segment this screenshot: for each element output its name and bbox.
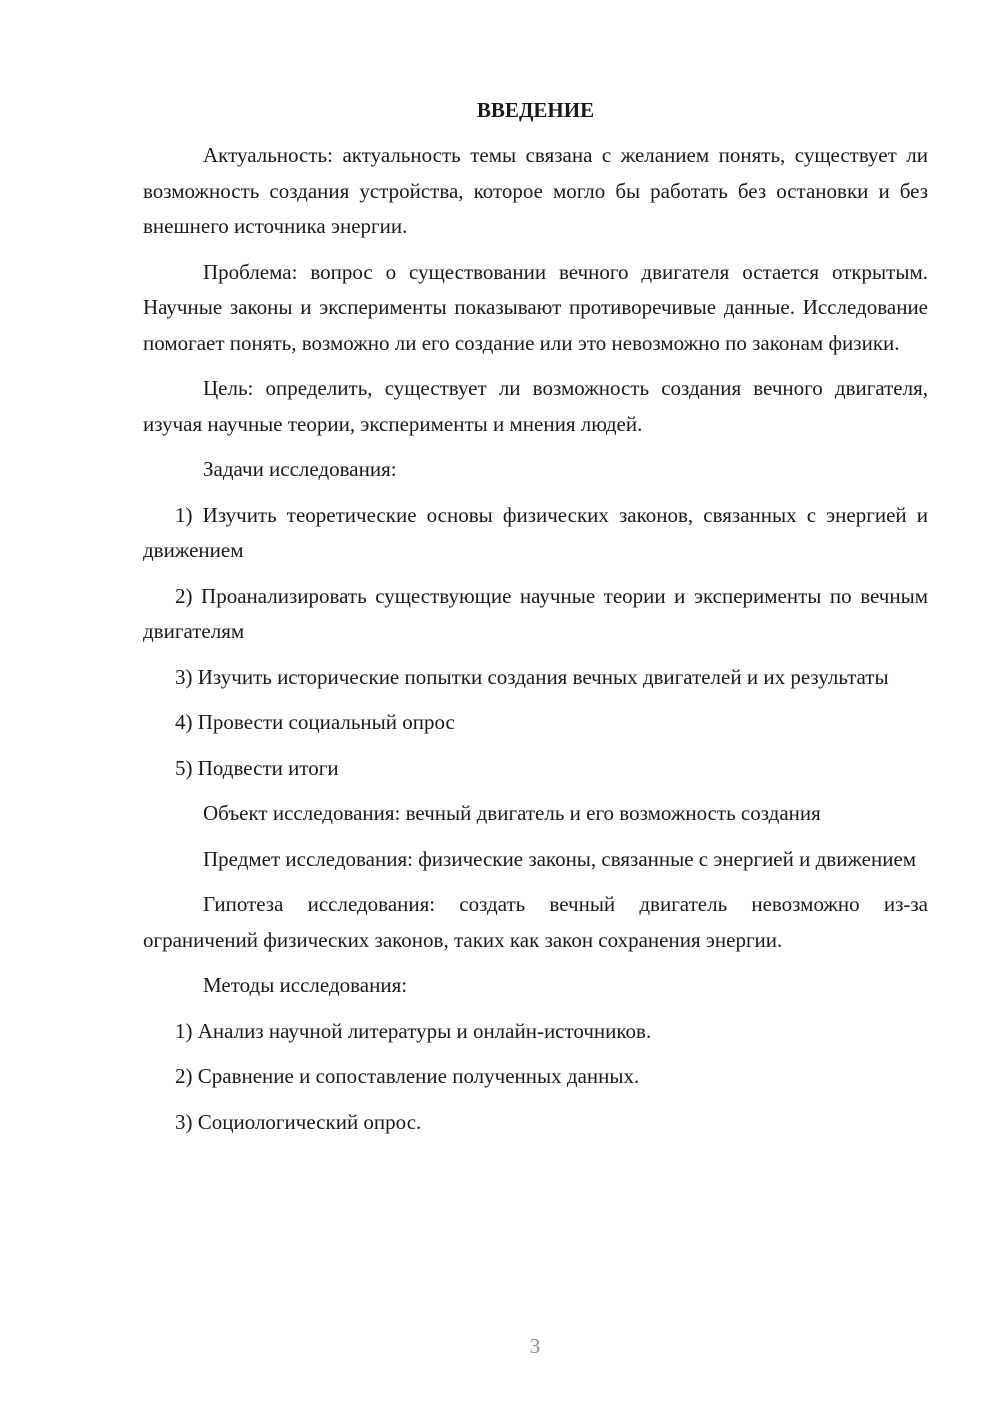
object-paragraph: Объект исследования: вечный двигатель и его возможность создания: [203, 801, 821, 825]
method-item: 2) Сравнение и сопоставление полученных данных.: [175, 1064, 640, 1088]
problem-paragraph: Проблема: вопрос о существовании вечного двигателя остается открытым. Научные законы и эксперименты показывают противоречивые данные. Исследование помогает понять, возможно ли его создание или это невозможно по законам физики.: [143, 259, 928, 355]
task-item: 5) Подвести итоги: [175, 755, 339, 780]
task-item: 2) Проанализировать существующие научные теории и эксперименты по вечным двигателям: [143, 583, 928, 643]
task-item: 4) Провести социальный опрос: [175, 710, 455, 734]
method-item: 3) Социологический опрос.: [175, 1109, 422, 1134]
page-number: 3: [529, 1334, 541, 1358]
methods-heading: Методы исследования:: [203, 973, 408, 997]
method-item: 1) Анализ научной литературы и онлайн-источников.: [175, 1018, 652, 1043]
relevance-paragraph: Актуальность: актуальность темы связана с желанием понять, существует ли возможность создания устройства, которое могло бы работать без остановки и без внешнего источника энергии.: [143, 143, 928, 238]
task-item: 1) Изучить теоретические основы физических законов, связанных с энергией и движением: [143, 502, 928, 562]
task-item: 3) Изучить исторические попытки создания вечных двигателей и их результаты: [175, 664, 889, 689]
document-body: [143, 96, 928, 1150]
hypothesis-paragraph: Гипотеза исследования: создать вечный двигатель невозможно из-за ограничений физических законов, таких как закон сохранения энергии.: [143, 892, 928, 952]
goal-paragraph: Цель: определить, существует ли возможность создания вечного двигателя, изучая научные теории, эксперименты и мнения людей.: [143, 376, 928, 436]
subject-paragraph: Предмет исследования: физические законы, связанные с энергией и движением: [203, 846, 917, 871]
tasks-heading: Задачи исследования:: [203, 457, 397, 481]
section-title: ВВЕДЕНИЕ: [476, 98, 595, 122]
